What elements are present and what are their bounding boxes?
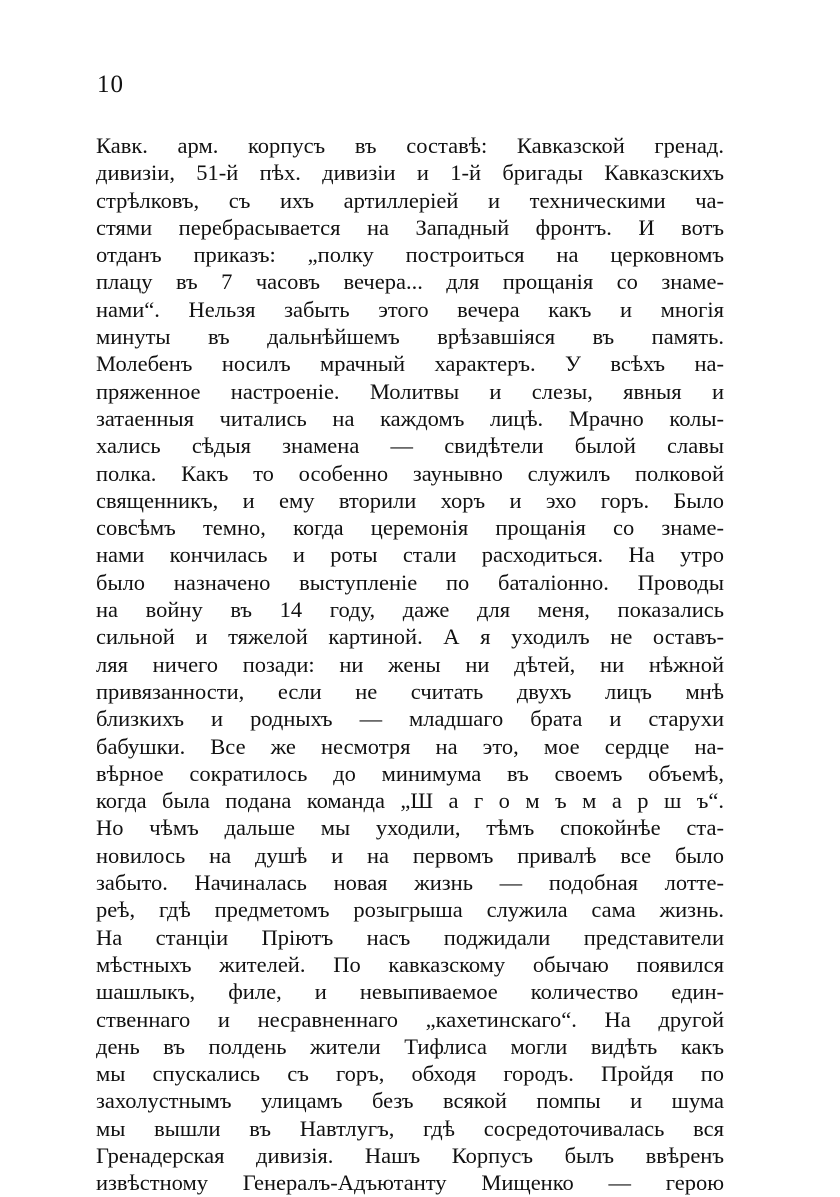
text-line: На станціи Пріютъ насъ поджидали представители [96, 924, 724, 950]
text-line: бабушки. Все же несмотря на это, мое сердце на- [96, 733, 724, 759]
text-line: Молебенъ носилъ мрачный характеръ. У всѣхъ на- [96, 351, 724, 377]
text-line: нами кончилась и роты стали расходиться. На утро [96, 542, 724, 568]
text-line: привязанности, если не считать двухъ лицъ мнѣ [96, 678, 724, 704]
text-line: ляя ничего позади: ни жены ни дѣтей, ни нѣжной [96, 651, 724, 677]
text-line: стрѣлковъ, съ ихъ артиллеріей и техническими ча- [96, 187, 724, 213]
text-line: Но чѣмъ дальше мы уходили, тѣмъ спокойнѣе ста- [96, 815, 724, 841]
text-line: было назначено выступленіе по баталіонно. Проводы [96, 569, 724, 595]
text-line: новилось на душѣ и на первомъ привалѣ все было [96, 842, 724, 868]
text-line: реѣ, гдѣ предметомъ розыгрыша служила сама жизнь. [96, 897, 724, 923]
text-line: мѣстныхъ жителей. По кавказскому обычаю появился [96, 951, 724, 977]
text-line: стями перебрасывается на Западный фронтъ. И вотъ [96, 214, 724, 240]
text-line: пряженное настроеніе. Молитвы и слезы, явныя и [96, 378, 724, 404]
text-line: хались сѣдыя знамена — свидѣтели былой славы [96, 433, 724, 459]
text-line: сильной и тяжелой картиной. А я уходилъ не оставъ- [96, 624, 724, 650]
text-line: дивизіи, 51-й пѣх. дивизіи и 1-й бригады Кавказскихъ [96, 160, 724, 186]
text-line: день въ полдень жители Тифлиса могли видѣть какъ [96, 1033, 724, 1059]
text-line: мы спускались съ горъ, обходя городъ. Пройдя по [96, 1061, 724, 1087]
text-line: нами“. Нельзя забыть этого вечера какъ и многія [96, 296, 724, 322]
text-line: захолустнымъ улицамъ безъ всякой помпы и шума [96, 1088, 724, 1114]
text-line: Кавк. арм. корпусъ въ составѣ: Кавказской гренад. [96, 133, 724, 158]
text-line: отданъ приказъ: „полку построиться на церковномъ [96, 242, 724, 268]
text-line: минуты въ дальнѣйшемъ врѣзавшіяся въ память. [96, 324, 724, 350]
text-line: Гренадерская дивизія. Нашъ Корпусъ былъ ввѣренъ [96, 1142, 724, 1168]
text-line: вѣрное сократилось до минимума въ своемъ объемѣ, [96, 760, 724, 786]
text-line: священникъ, и ему вторили хоръ и эхо горъ. Было [96, 487, 724, 513]
text-line: совсѣмъ темно, когда церемонія прощанія со знаме- [96, 515, 724, 541]
text-line: когда была подана команда „Ш а г о м ъ м а р ш ъ“. [96, 788, 724, 814]
text-line: плацу въ 7 часовъ вечера... для прощанія со знаме- [96, 269, 724, 295]
body-text [96, 132, 724, 1197]
text-line: затаенныя читались на каждомъ лицѣ. Мрачно колы- [96, 405, 724, 431]
text-line: извѣстному Генералъ-Адъютанту Мищенко — герою [96, 1170, 724, 1196]
text-line: на войну въ 14 году, даже для меня, показались [96, 597, 724, 623]
text-line: ственнаго и несравненнаго „кахетинскаго“. На другой [96, 1006, 724, 1032]
text-line: полка. Какъ то особенно заунывно служилъ полковой [96, 460, 724, 486]
text-line: мы вышли въ Навтлугъ, гдѣ сосредоточивалась вся [96, 1115, 724, 1141]
text-line: забыто. Начиналась новая жизнь — подобная лотте- [96, 870, 724, 896]
page-number: 10 [97, 71, 124, 98]
text-line: близкихъ и родныхъ — младшаго брата и старухи [96, 706, 724, 732]
text-line: шашлыкъ, филе, и невыпиваемое количество един- [96, 979, 724, 1005]
